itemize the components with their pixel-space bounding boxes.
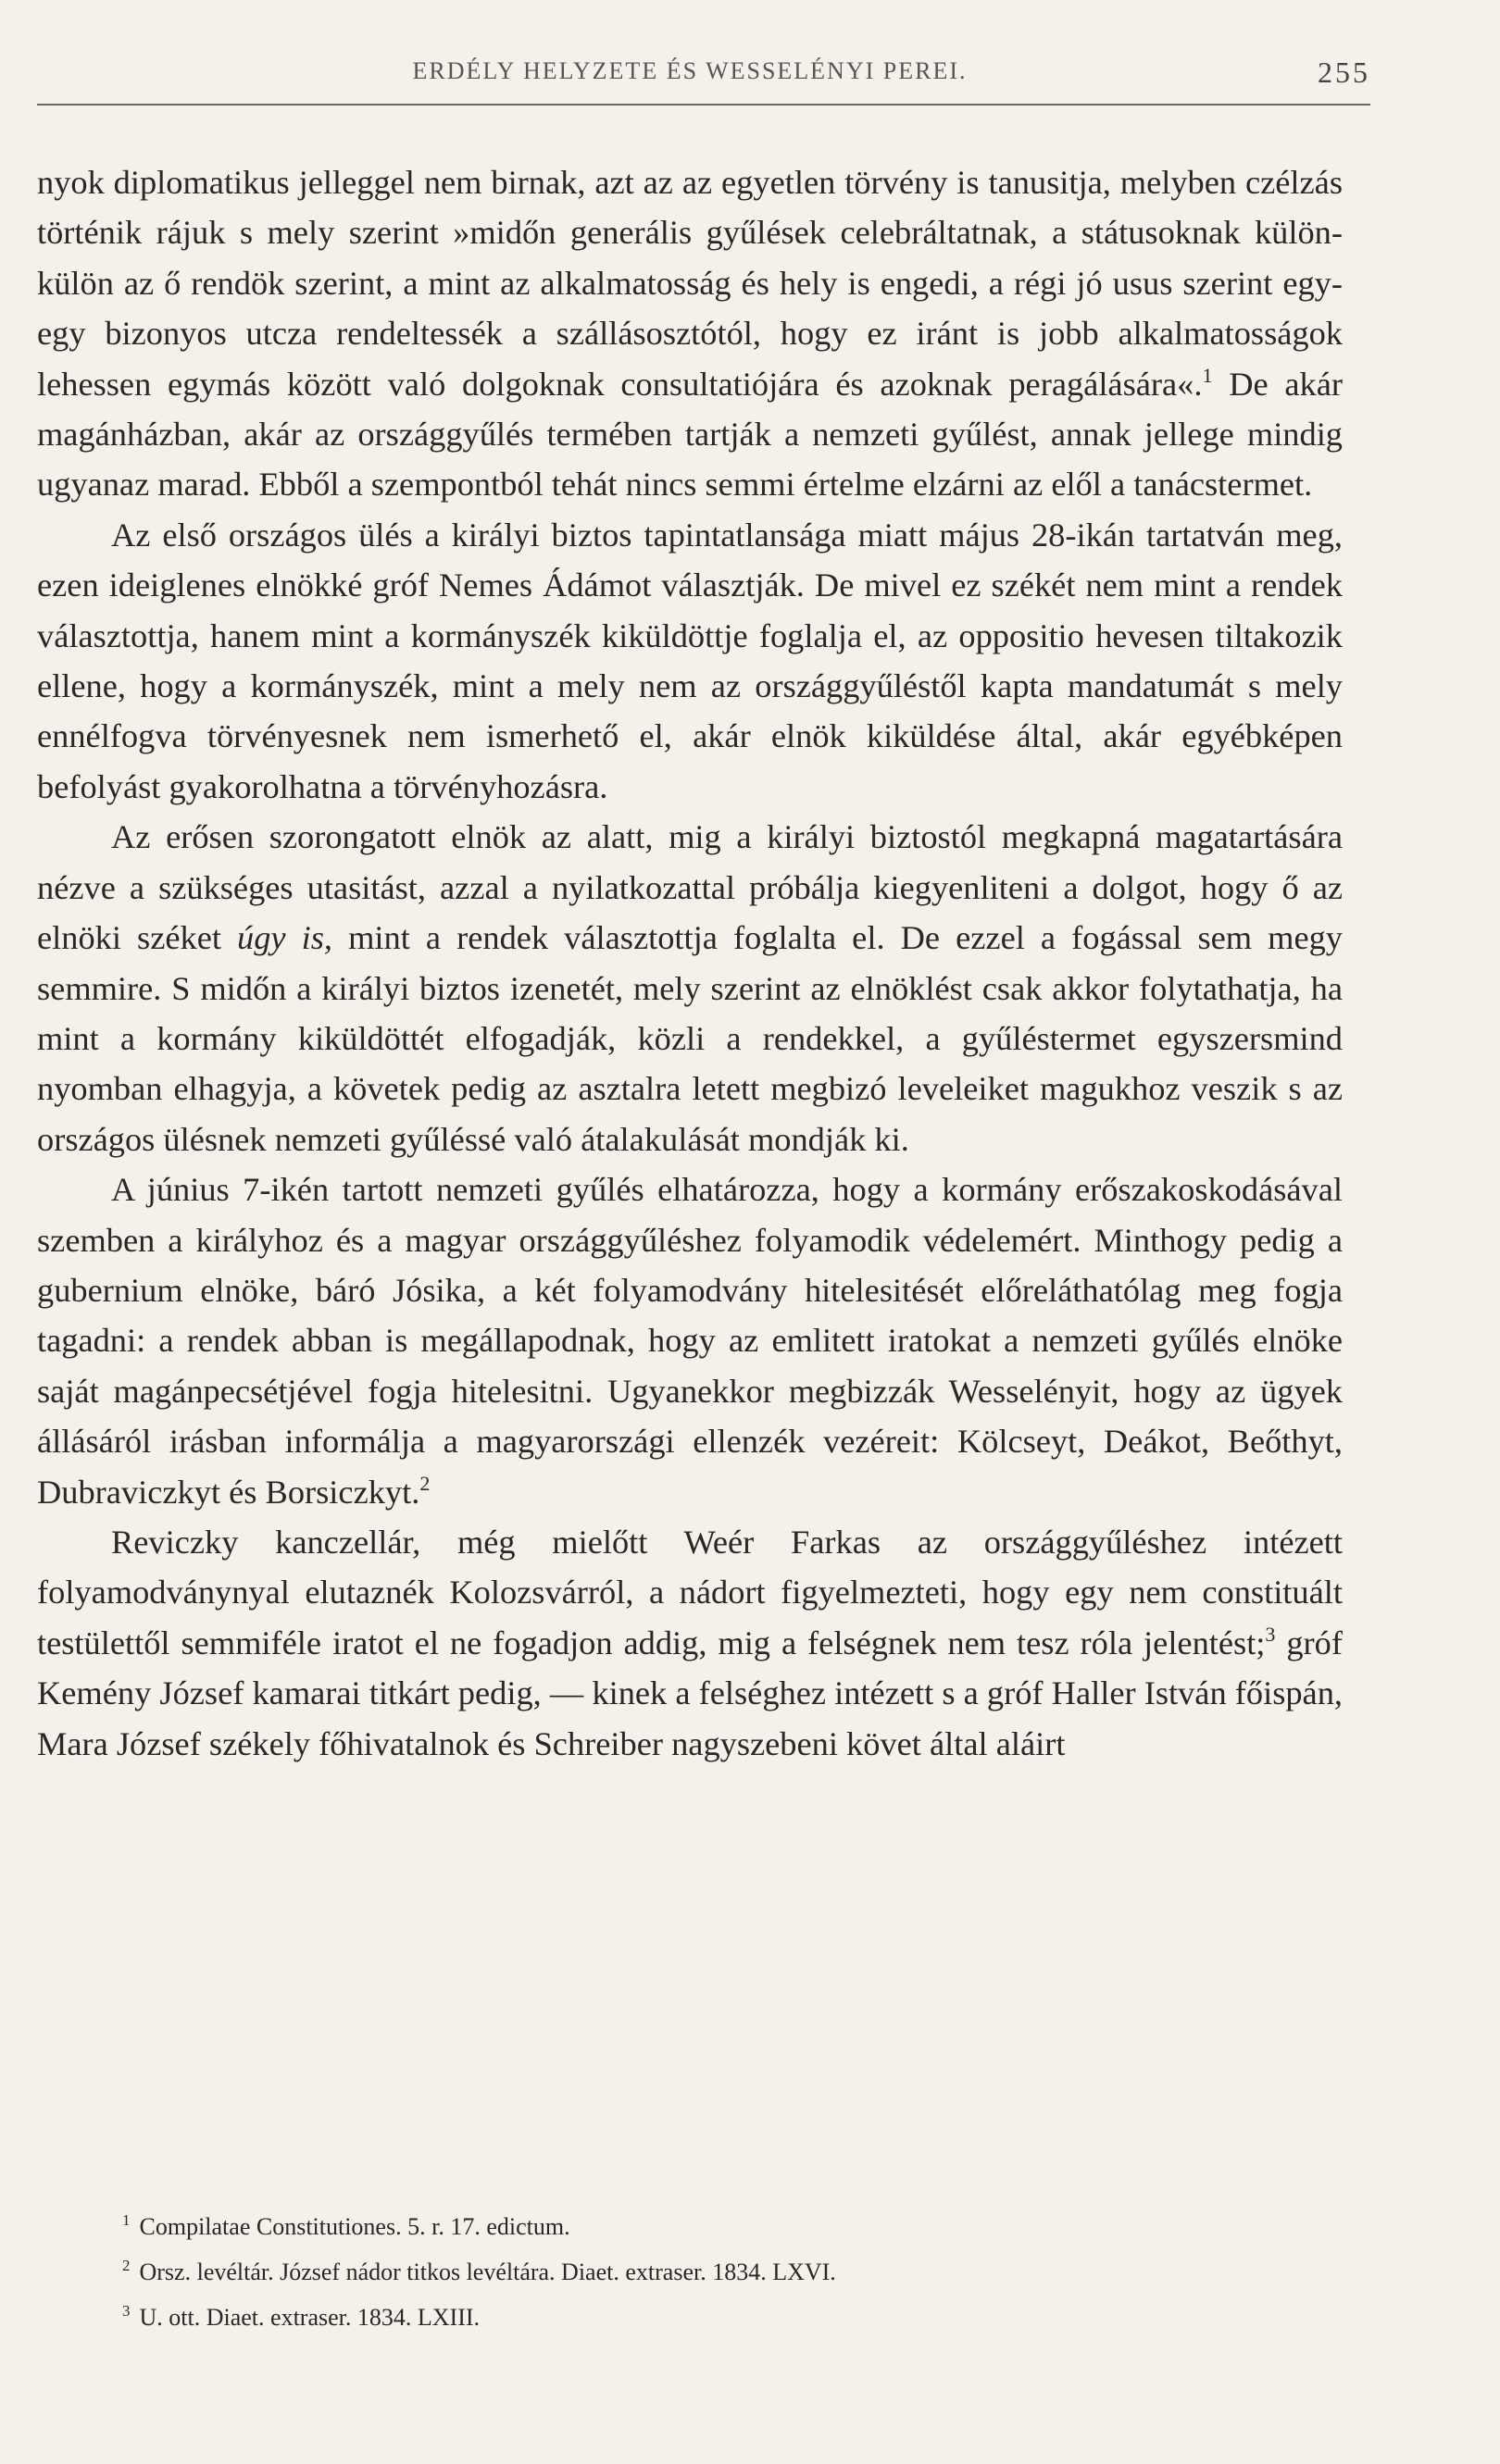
paragraph-text: Reviczky kanczellár, még mielőtt Weér Farkas az országgyűléshez intézett folyamodványnyal elutaznék Kolozsvárról, a nádort figyelmezteti, hogy egy nem constituált testülettől semmiféle iratot el ne fogadjon addig, mig a felségnek nem tesz róla jelentést;: [37, 1523, 1343, 1661]
paragraph-text: nyok diplomatikus jelleggel nem birnak, azt az az egyetlen törvény is tanusitja, melyben czélzás történik rájuk s mely szerint »midőn generális gyűlések celebráltatnak, a státusoknak külön-külön az ő rendök szerint, a mint az alkalmatosság és hely is engedi, a régi jó usus szerint egy-egy bizonyos utcza rendeltessék a szállásosztótól, hogy ez iránt is jobb alkalmatosságok lehessen egymás között való dolgoknak consultatiójára és azoknak peragálására«.: [37, 164, 1343, 403]
paragraph-text: Az erősen szorongatott elnök az alatt, mig a királyi biztostól megkapná magatartására nézve a szükséges utasitást, azzal a nyilatkozattal próbálja kiegyenliteni a dolgot, hogy ő az elnöki széket: [37, 818, 1343, 957]
paragraph: [37, 812, 1343, 1164]
header-rule: [37, 104, 1370, 106]
footnotes: [122, 2201, 1326, 2337]
footnote-text: U. ott. Diaet. extraser. 1834. LXIII.: [139, 2304, 481, 2331]
footnote-mark: 2: [122, 2257, 131, 2274]
paragraph: [37, 1164, 1343, 1517]
paragraph-text: gróf Kemény József kamarai titkárt pedig, — kinek a felséghez intézett s a gróf Haller István főispán, Mara József székely főhivatalnok és Schreiber nagyszebeni követ által aláirt: [37, 1624, 1343, 1762]
emphasis-text: úgy is,: [237, 919, 333, 957]
footnote: [122, 2201, 1326, 2246]
page-number: 255: [1318, 56, 1370, 89]
paragraph-text: Az első országos ülés a királyi biztos tapintatlansága miatt május 28-ikán tartatván meg, ezen ideiglenes elnökké gróf Nemes Ádámot választják. De mivel ez székét nem mint a rendek választottja, hanem mint a kormányszék kiküldöttje foglalja el, az oppositio hevesen tiltakozik ellene, hogy a kormányszék, mint a mely nem az országgyűléstől kapta mandatumát s mely ennélfogva törvényesnek nem ismerhető el, akár elnök kiküldése által, akár egyébképen befolyást gyakorolhatna a törvényhozásra.: [37, 516, 1343, 805]
footnote-mark: 3: [122, 2302, 131, 2320]
paragraph-text: De akár magánházban, akár az országgyűlés termében tartják a nemzeti gyűlést, annak jellege mindig ugyanaz marad. Ebből a szempontból tehát nincs semmi értelme elzárni az elől a tanácstermet.: [37, 365, 1343, 504]
paragraph: [37, 157, 1343, 510]
footnote-text: Orsz. levéltár. József nádor titkos levéltára. Diaet. extraser. 1834. LXVI.: [139, 2259, 836, 2285]
paragraph-text: A június 7-ikén tartott nemzeti gyűlés elhatározza, hogy a kormány erőszakoskodásával szemben a királyhoz és a magyar országgyűléshez folyamodik védelemért. Minthogy pedig a gubernium elnöke, báró Jósika, a két folyamodvány hitelesitését előreláthatólag meg fogja tagadni: a rendek abban is megállapodnak, hogy az emlitett iratokat a nemzeti gyűlés elnöke saját magánpecsétjével fogja hitelesitni. Ugyanekkor megbizzák Wesselényit, hogy az ügyek állásáról irásban informálja a magyarországi ellenzék vezéreit: Kölcseyt, Deákot, Beőthyt, Dubraviczkyt és Borsiczkyt.: [37, 1171, 1343, 1511]
footnote: [122, 2246, 1326, 2292]
body-text: [37, 157, 1343, 1769]
footnote-mark: 1: [122, 2211, 131, 2229]
footnote-text: Compilatae Constitutiones. 5. r. 17. edictum.: [139, 2213, 570, 2240]
footnote-reference: 3: [1265, 1622, 1276, 1646]
paragraph-text: mint a rendek választottja foglalta el. De ezzel a fogással sem megy semmire. S midőn a királyi biztos izenetét, mely szerint az elnöklést csak akkor folytathatja, ha mint a kormány kiküldöttét elfogadják, közli a rendekkel, a gyűléstermet egyszersmind nyomban elhagyja, a követek pedig az asztalra letett megbizó leveleiket magukhoz veszik s az országos ülésnek nemzeti gyűléssé való átalakulását mondják ki.: [37, 919, 1343, 1158]
paragraph: [37, 1517, 1343, 1769]
running-head: [37, 56, 1370, 104]
paragraph: [37, 510, 1343, 812]
footnote-reference: 1: [1202, 363, 1213, 387]
footnote: [122, 2292, 1326, 2337]
running-title: ERDÉLY HELYZETE ÉS WESSELÉNYI PEREI.: [412, 57, 968, 84]
footnote-reference: 2: [419, 1471, 431, 1495]
